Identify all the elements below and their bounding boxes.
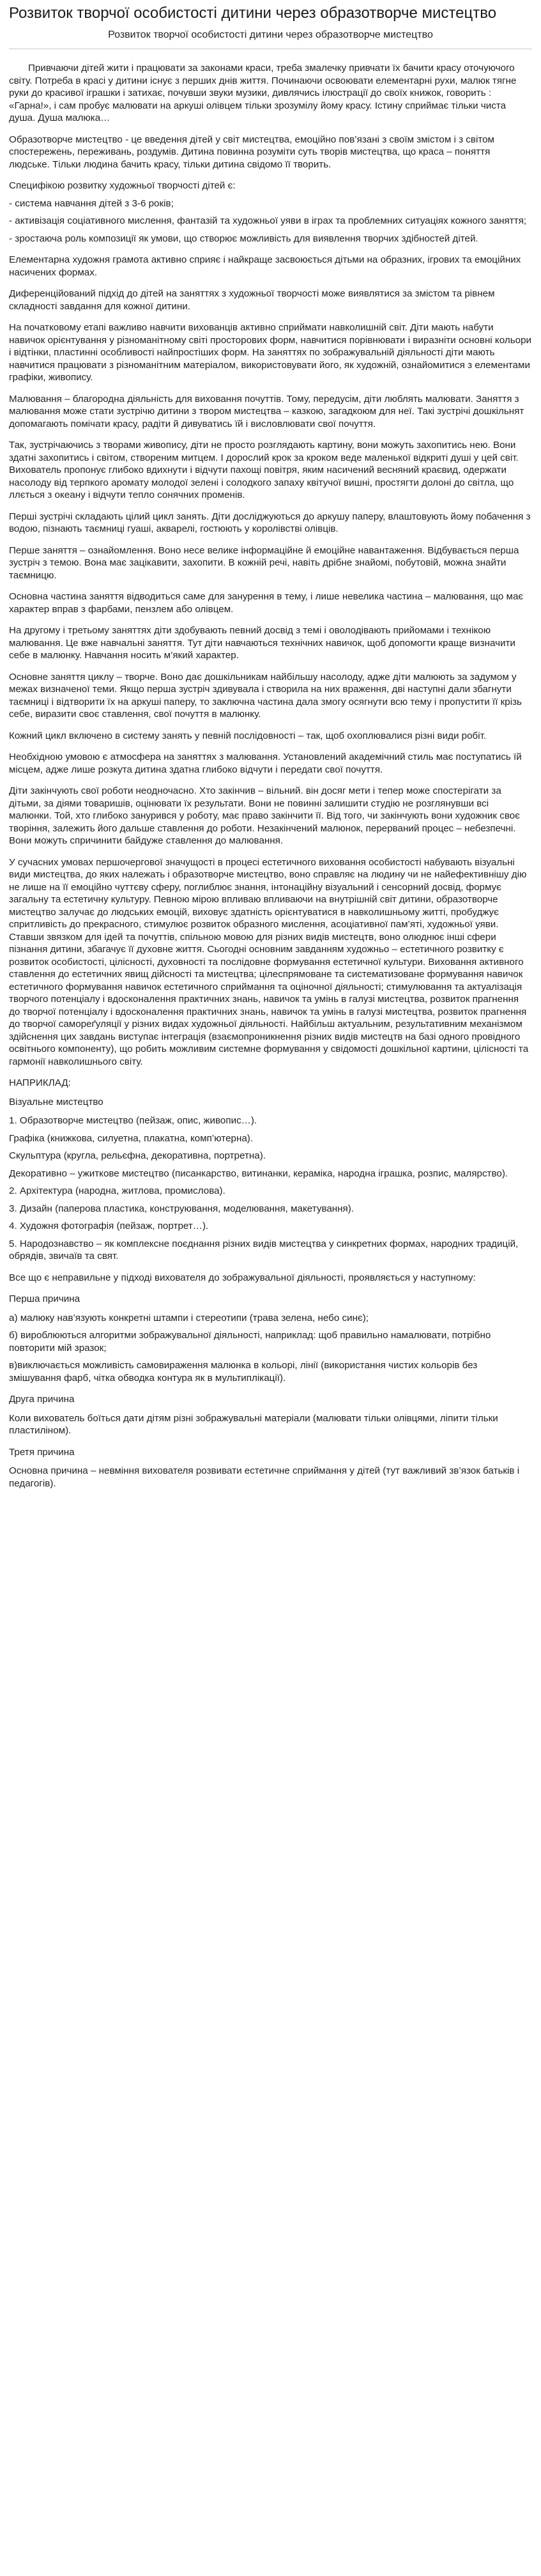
- paragraph: У сучасних умовах першочергової значущості в процесі естетичного виховання особистості набувають візуальні види мистецтва, до яких належать і образотворче мистецтво, воно справляє на людину чи не найефективнішу дію не лише на її емоційно чуттєву сферу, поглиблює знання, інтонаційну візуальний і сенсорний досвід, формує загальну та естетичну культуру. Певною мірою впливаю впливаючи на внутрішній світ дитини, образотворче мистецтво залучає до людських емоцій, виховує здатність орієнтуватися в навколишньому житті, пробуджує спритливість до прекрасного, стимулює розвиток образного мислення, асоціативної пам’яті, художньої уяви. Ставши звязком для ідей та почуттів, спільною мовою для різних видів мистецтв, воно олюднює інші сфери пізнання дитини, збагачує її духовне життя. Сьогодні основним завданням художньо – естетичного розвитку є розвиток особистості, цілісності, духовності та послідовне формування естетичної культури. Виховання активного ставлення до естетичних явищ дійсності та мистецтва; цілеспрямоване та систематизоване формування навичок естетичного формування навичок естетичного сприймання та оціночної діяльності; стимулювання та актуалізація творчого потенціалу і вдосконалення практичних знань, навичок та умінь в галузі мистецтва, розвиток прагнення до творчої потенціалу і вдосконалення практичних знань, навичок та умінь в галузі мистецтва, розвиток прагнення до творчої самореґуляції у різних видах художньої діяльності. Найбільш актуальним, результативним механізмом здійснення цих завдань виступає інтеграція (взаємопроникнення різних видів мистецтв на базі одного провідного освітнього компоненту), що робить можливим системне формування у свідомості дошкільної картини, цілісності та гармонії навколишнього світу.: [9, 856, 529, 1067]
- section-heading: Друга причина: [9, 1394, 75, 1405]
- article: [0, 4, 541, 1490]
- list-item: - система навчання дітей з 3-6 років;: [9, 197, 174, 209]
- paragraph: Основна причина – невміння вихователя розвивати естетичне сприймання у дітей (тут важливий зв’язок батьків і педагогів).: [9, 1465, 520, 1489]
- paragraph: Основне заняття циклу – творче. Воно дає дошкільникам найбільшу насолоду, адже діти малюють за задумом у межах визначеної теми. Якщо перша зустріч здивувала і створила на них враження, дві наступні дали збагнути таємниці і відтворити їх на аркуші паперу, то заключна частина дала змогу осягнути всю тему і пропустити її крізь себе, виразити своє ставлення, свої почуття в малюнку.: [9, 671, 522, 720]
- paragraph: Коли вихователь боїться дати дітям різні зображувальні матеріали (малювати тільки олівцями, ліпити тільки пластиліном).: [9, 1412, 498, 1436]
- list-item: 5. Народознавство – як комплексне поєднання різних видів мистецтва у синкретних формах, народних традицій, обрядів, звичаїв та свят.: [9, 1238, 519, 1261]
- list-item: - зростаюча роль композиції як умови, що створює можливість для виявлення творчих здібностей дітей.: [9, 233, 478, 244]
- article-body: [9, 62, 532, 1490]
- paragraph: Перші зустрічі складають цілий цикл занять. Діти досліджуються до аркушу паперу, влаштовують йому побачення з водою, пізнають таємниці гуаші, акварелі, гостюють у королівстві олівців.: [9, 511, 531, 534]
- article-subheader: [9, 28, 532, 42]
- list-item: в)виключається можливість самовираження малюнка в кольорі, лінії (використання чистих кольорів без змішування фарб, чітка обводка контура як в мультиплікації).: [9, 1360, 478, 1384]
- paragraph: Специфікою розвитку художньої творчості дітей є:: [9, 180, 236, 191]
- section-heading: НАПРИКЛАД:: [9, 1077, 71, 1088]
- paragraph: Все що є неправильне у підході вихователя до зображувальної діяльності, проявляється у наступному:: [9, 1272, 476, 1283]
- list-item: Графіка (книжкова, силуетна, плакатна, комп’ютерна).: [9, 1132, 254, 1144]
- paragraph: Перше заняття – ознайомлення. Воно несе велике інформаційне й емоційне навантаження. Відбувається перша зустріч з темою. Вона має зацікавити, захопити. В кожній речі, навіть дрібне знайомі, побутовій, можна знайти таємницю.: [9, 544, 519, 581]
- paragraph: Диференційований підхід до дітей на заняттях з художньої творчості може виявлятися за змістом та рівнем складності завдання для кожної дитини.: [9, 288, 495, 312]
- page-title: Розвиток творчої особистості дитини через образотворче мистецтво: [9, 4, 497, 22]
- list-item: 2. Архітектура (народна, житлова, промислова).: [9, 1185, 225, 1196]
- list-item: б) вироблюються алгоритми зображувальної діяльності, наприклад: щоб правильно намалювати, потрібно повторити мій зразок;: [9, 1330, 491, 1354]
- paragraph: На другому і третьому заняттях діти здобувають певний досвід з темі і оволодівають прийомами і технікою малювання. Це вже навчальні заняття. Тут діти навчаються технічних навичок, щоб допомогти краще визначити себе в малюнку. Навчання носить м’який характер.: [9, 625, 515, 661]
- list-item: 4. Художня фотографія (пейзаж, портрет…).: [9, 1221, 209, 1231]
- section-heading: Перша причина: [9, 1293, 80, 1304]
- paragraph: Образотворче мистецтво - це введення дітей у світ мистецтва, емоційно пов’язані з своїм змістом і з світом спостережень, переживань, роздумів. Дитина повинна розуміти суть творів мистецтва, що краса – поняття людське. Тільки людина бачить красу, тільки дитина свідомо її творить.: [9, 134, 494, 170]
- paragraph: Малювання – благородна діяльність для виховання почуттів. Тому, передусім, діти люблять малювати. Заняття з малювання може стати зустрічю дитини з твором мистецтва – казкою, загадкоюм для неї. Такі зустрічі дошкільнят допомагають помічати красу, радіти й дивуватись їй і висловлювати свої почуття.: [9, 393, 524, 429]
- list-item: Декоративно – ужиткове мистецтво (писанкарство, витинанки, кераміка, народна іграшка, розпис, малярство).: [9, 1168, 508, 1179]
- list-item: а) малюку нав’язують конкретні штампи і стереотипи (трава зелена, небо синє);: [9, 1312, 369, 1323]
- paragraph-intro: Привчаючи дітей жити і працювати за законами краси, треба змалечку привчати їх бачити красу оточуючого світу. Потреба в красі у дитини існує з перших днів життя. Починаючи освоювати елементарні рухи, малюк тягне руки до красивої іграшки і затихає, почувши звуки музики, дивлячись ілюстрації до своїх книжок, говорить : «Гарна!», і сам пробує малювати на аркуші олівцем тільки зрозумілу йому красу. Істину сприймає тільки чиста душа. Душа малюка…: [9, 63, 517, 123]
- paragraph: Основна частина заняття відводиться саме для занурення в тему, і лише невелика частина – малювання, що має характер вправ з фарбами, пензлем або олівцем.: [9, 591, 524, 615]
- list-item: - активізація соціативного мислення, фантазій та художньої уяви в іграх та проблемних ситуаціях кожного заняття;: [9, 215, 527, 226]
- paragraph: Елементарна художня грамота активно сприяє і найкраще засвоюється дітьми на образних, ігрових та емоційних насичених формах.: [9, 254, 521, 278]
- list-item: 3. Дизайн (паперова пластика, конструювання, моделювання, макетування).: [9, 1203, 354, 1214]
- section-heading: Візуальне мистецтво: [9, 1096, 103, 1107]
- list-item: Скульптура (кругла, рельєфна, декоративна, портретна).: [9, 1150, 266, 1161]
- section-heading: Третя причина: [9, 1446, 75, 1458]
- paragraph: Діти закінчують свої роботи неодночасно. Хто закінчив – вільний. він досяг мети і тепер може спостерігати за дітьми, за діями товаришів, оцінювати їх результати. Вони не повинні залишити студію не розглянувши всі малюнки. Той, хто глибоко занурився у роботу, має право закінчити її. Від того, чи закінчують вони художник своє творіння, залежить його дальше ставлення до роботи. Незакінчений малюнок, перерваний процес – небезпечні. Вони можуть спричинити байдуже ставлення до малювання.: [9, 785, 520, 846]
- paragraph: Так, зустрічаючись з творами живопису, діти не просто розглядають картину, вони можуть захопитись нею. Вони здатні захопитись і світом, створеним митцем. І дорослий крок за кроком веде маленької відкриті душі у цей світ. Вихователь пропонує глибоко вдихнути і відчути пахощі повітря, яким насичений весняний краєвид, одержати насолоду від терпкого аромату молодої зелені і солодкого запаху квітучої вишні, простягти долоні до світла, що ллється з океану і відчути тепло сонячних променів.: [9, 440, 519, 500]
- paragraph: Кожний цикл включено в систему занять у певній послідовності – так, щоб охоплювалися різні види робіт.: [9, 730, 487, 741]
- paragraph: Необхідною умовою є атмосфера на заняттях з малювання. Установлений академічний стиль має поступатись їй місцем, адже лише розкута дитина здатна глибоко відчути і передати свої почуття.: [9, 752, 522, 775]
- list-item: 1. Образотворче мистецтво (пейзаж, опис, живопис…).: [9, 1115, 257, 1126]
- paragraph: На початковому етапі важливо навчити вихованців активно сприймати навколишній світ. Діти мають набути навичок орієнтування у різноманітному світі просторових форм, навчитися порівнювати і виразніти основні кольори і відтінки, пластинні особливості найпростіших форм. На заняттях по зображувальній діяльності діти мають навчитися працювати з різноманітним матеріалом, використовувати його, як художній, ознайомитися з елементами графіки, живопису.: [9, 322, 532, 383]
- subtitle: Розвиток творчої особистості дитини через образотворче мистецтво: [108, 29, 433, 40]
